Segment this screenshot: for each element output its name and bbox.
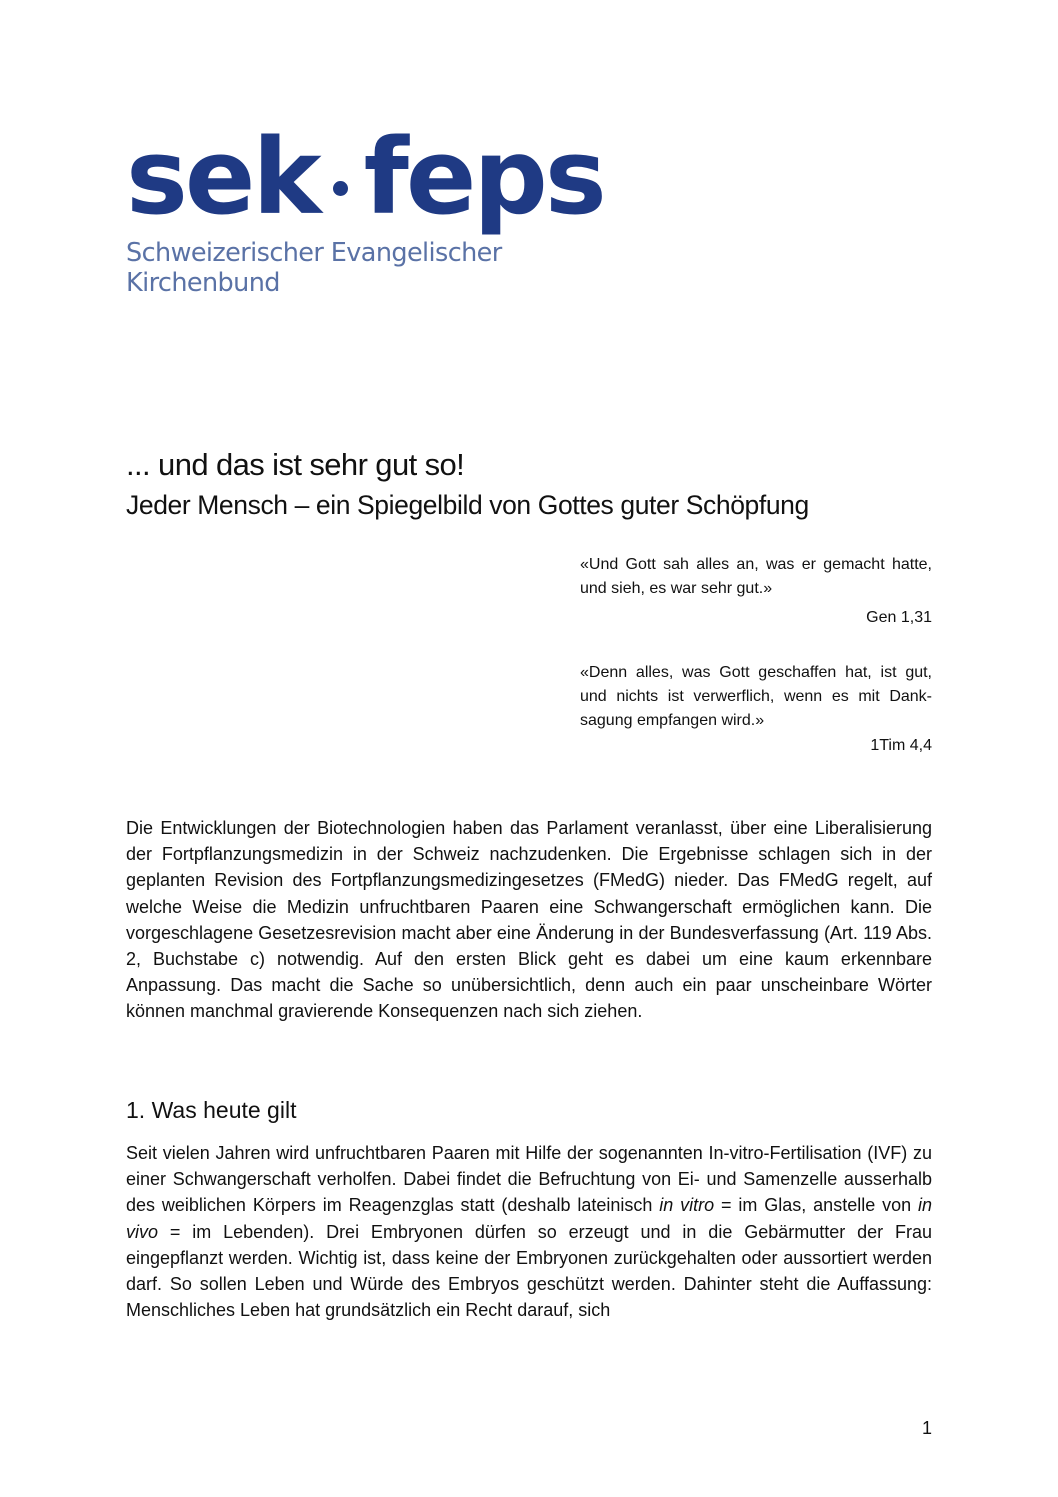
sek-feps-logo [126, 118, 646, 298]
logo-text-left: sek [126, 116, 319, 238]
logo-wordmark [126, 118, 646, 236]
document-title: ... und das ist sehr gut so! [126, 447, 465, 482]
bible-quote-2: «Denn alles, was Gott geschaffen hat, ist gut, und nichts ist verwerflich, wenn es mit Danksagung empfangen wird.» [580, 664, 932, 729]
paragraph-text-c: = im Lebenden). Drei Embryonen dürfen so erzeugt und in die Gebärmutter der Frau eingepflanzt werden. Wichtig ist, dass keine der Embryonen zurückgehalten oder aussortiert werden darf. So sollen Leben und Würde des Embryos geschützt werden. Dahinter steht die Auffassung: Menschliches Leben hat grundsätzlich ein Recht darauf, sich [126, 1221, 932, 1321]
paragraph-text-b: = im Glas, anstelle von [714, 1195, 918, 1216]
bible-reference-1: Gen 1,31 [866, 609, 932, 626]
intro-paragraph: Die Entwicklungen der Biotechnologien haben das Parlament veranlasst, über eine Liberalisierung der Fortpflanzungsmedizin in der Schweiz nachzudenken. Die Ergebnisse schlagen sich in der geplanten Revision des Fortpflanzungsmedizingesetzes (FMedG) nieder. Das FMedG regelt, auf welche Weise die Medizin unfruchtbaren Paaren eine Schwangerschaft ermöglichen kann. Die vorgeschlagene Gesetzesrevision macht aber eine Änderung in der Bundesverfassung (Art. 119 Abs. 2, Buchstabe c) notwendig. Auf den ersten Blick geht es dabei um eine kaum erkennbare Anpassung. Das macht die Sache so unübersichtlich, denn auch ein paar unscheinbare Wörter können manchmal gravierende Konsequenzen nach sich ziehen. [126, 818, 932, 1022]
term-in-vivo: in vivo [126, 1195, 932, 1242]
logo-text-right: feps [363, 116, 604, 238]
paragraph-text-a: Seit vielen Jahren wird unfruchtbaren Paaren mit Hilfe der sogenannten In-vitro-Fertilisation (IVF) zu einer Schwangerschaft verholfen. Dabei findet die Befruchtung von Ei- und Samenzelle ausserhalb des weiblichen Körpers im Reagenzglas statt (deshalb lateinisch [126, 1143, 932, 1216]
bible-reference-2: 1Tim 4,4 [870, 737, 932, 754]
logo-dot-icon [333, 181, 348, 196]
logo-subtitle: Schweizerischer Evangelischer Kirchenbund [126, 238, 502, 298]
document-subtitle: Jeder Mensch – ein Spiegelbild von Gottes guter Schöpfung [126, 490, 809, 520]
section-heading: 1. Was heute gilt [126, 1097, 297, 1123]
term-in-vitro: in vitro [659, 1195, 715, 1216]
page-number: 1 [921, 1418, 932, 1438]
bible-quote-1: «Und Gott sah alles an, was er gemacht hatte, und sieh, es war sehr gut.» [580, 556, 932, 597]
section-paragraph [126, 1140, 932, 1323]
